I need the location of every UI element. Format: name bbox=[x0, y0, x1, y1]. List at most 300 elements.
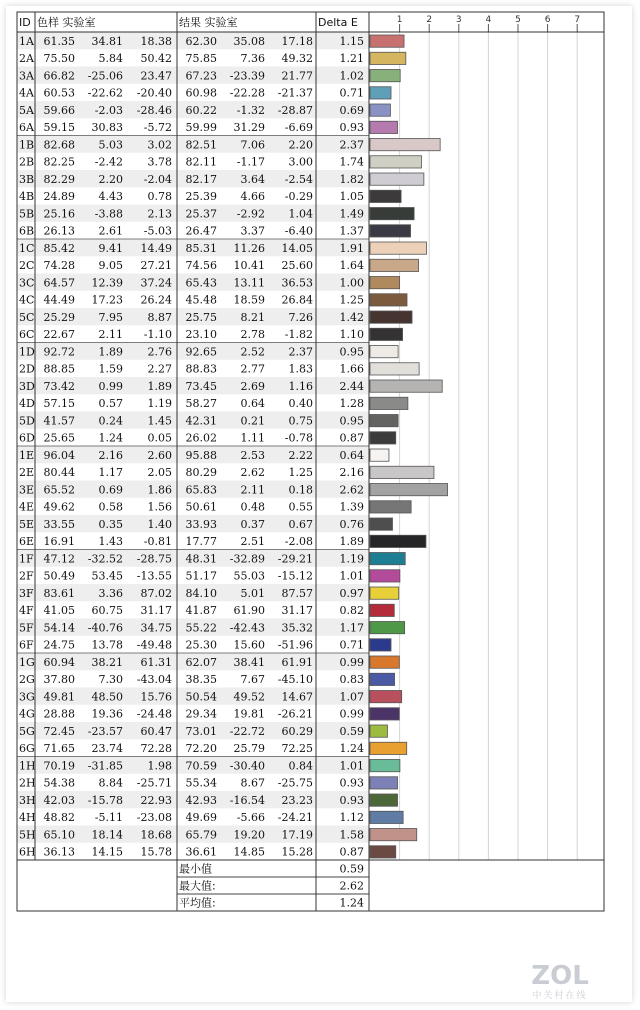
ref-b: 2.05 bbox=[147, 466, 172, 479]
delta-e-bar bbox=[370, 35, 404, 47]
delta-e-bar bbox=[370, 242, 427, 254]
ref-b: 1.56 bbox=[147, 500, 172, 514]
ref-b: 87.02 bbox=[140, 586, 172, 600]
ref-b: 1.45 bbox=[147, 414, 172, 428]
ref-a: 9.41 bbox=[98, 241, 123, 255]
delta-e-bar bbox=[370, 466, 434, 478]
ref-b: -1.10 bbox=[143, 328, 172, 341]
ref-a: 18.14 bbox=[91, 828, 123, 842]
meas-a: 2.62 bbox=[240, 466, 265, 479]
ref-b: 2.76 bbox=[147, 345, 172, 359]
ref-a: -5.11 bbox=[94, 811, 123, 824]
meas-a: 14.85 bbox=[233, 845, 265, 859]
ref-b: 15.76 bbox=[140, 690, 172, 704]
meas-L: 42.93 bbox=[185, 793, 217, 807]
meas-b: 0.75 bbox=[288, 414, 313, 428]
delta-e-value: 2.37 bbox=[339, 138, 364, 152]
ref-a: 7.30 bbox=[98, 673, 123, 686]
meas-L: 62.30 bbox=[185, 34, 217, 48]
delta-e-bar bbox=[370, 70, 400, 82]
meas-L: 41.87 bbox=[185, 604, 217, 617]
ref-L: 82.29 bbox=[43, 172, 75, 186]
ref-b: -5.72 bbox=[143, 121, 172, 134]
ref-L: 41.05 bbox=[43, 604, 75, 617]
delta-e-bar bbox=[370, 52, 406, 64]
delta-e-value: 1.19 bbox=[339, 552, 364, 566]
ref-a: 3.36 bbox=[98, 586, 123, 600]
ref-b: -49.48 bbox=[136, 638, 172, 652]
delta-e-value: 1.12 bbox=[339, 811, 364, 824]
ref-L: 83.61 bbox=[43, 586, 75, 600]
ref-L: 61.35 bbox=[43, 34, 75, 48]
ref-a: -32.52 bbox=[87, 552, 123, 566]
ref-b: -24.48 bbox=[136, 707, 172, 721]
ref-b: 72.28 bbox=[140, 742, 172, 755]
delta-e-value: 0.76 bbox=[339, 517, 364, 531]
meas-b: 2.22 bbox=[288, 448, 313, 462]
row-id: 3F bbox=[19, 586, 34, 600]
row-id: 6C bbox=[19, 328, 35, 341]
row-id: 4B bbox=[19, 190, 35, 203]
row-id: 2F bbox=[19, 569, 34, 583]
meas-a: 55.03 bbox=[233, 569, 265, 583]
meas-L: 29.34 bbox=[185, 707, 217, 721]
delta-e-bar bbox=[370, 259, 419, 271]
row-id: 4G bbox=[19, 707, 35, 721]
delta-e-bar bbox=[370, 139, 440, 151]
delta-e-value: 1.64 bbox=[339, 259, 364, 272]
meas-b: -25.75 bbox=[277, 776, 313, 790]
meas-L: 26.02 bbox=[185, 431, 217, 445]
delta-e-value: 0.93 bbox=[339, 776, 364, 790]
meas-b: 0.67 bbox=[288, 517, 313, 531]
meas-L: 60.98 bbox=[185, 86, 217, 100]
delta-e-value: 0.71 bbox=[339, 638, 364, 652]
scale-tick-label: 3 bbox=[455, 15, 462, 25]
scale-tick-label: 2 bbox=[426, 15, 433, 25]
ref-b: 37.24 bbox=[140, 276, 172, 290]
ref-b: 2.60 bbox=[147, 448, 172, 462]
ref-a: 0.35 bbox=[98, 517, 123, 531]
ref-b: 34.75 bbox=[140, 621, 172, 635]
delta-e-bar bbox=[370, 294, 407, 306]
meas-b: -28.87 bbox=[277, 103, 313, 117]
meas-L: 48.31 bbox=[185, 552, 217, 566]
meas-L: 36.61 bbox=[185, 845, 217, 859]
delta-e-bar bbox=[370, 380, 442, 392]
meas-L: 72.20 bbox=[185, 742, 217, 755]
ref-a: -15.78 bbox=[87, 793, 123, 807]
ref-a: 4.43 bbox=[98, 190, 123, 203]
delta-e-value: 1.05 bbox=[339, 190, 364, 203]
meas-L: 51.17 bbox=[185, 569, 217, 583]
meas-L: 38.35 bbox=[185, 673, 217, 686]
scale-tick-label: 5 bbox=[515, 15, 521, 25]
meas-a: 2.11 bbox=[240, 483, 265, 497]
meas-a: 2.69 bbox=[240, 379, 265, 393]
delta-e-bar bbox=[370, 673, 395, 685]
delta-e-bar bbox=[370, 725, 387, 737]
ref-a: 53.45 bbox=[91, 569, 123, 583]
meas-a: -1.17 bbox=[236, 155, 265, 169]
meas-b: -2.08 bbox=[284, 535, 313, 548]
delta-e-value: 1.24 bbox=[339, 742, 364, 755]
meas-L: 95.88 bbox=[185, 448, 217, 462]
ref-a: 23.74 bbox=[91, 742, 123, 755]
delta-e-value: 1.49 bbox=[339, 207, 364, 221]
meas-b: 21.77 bbox=[281, 69, 313, 83]
ref-b: 1.86 bbox=[147, 483, 172, 497]
row-id: 1D bbox=[19, 345, 35, 359]
meas-b: 61.91 bbox=[281, 655, 313, 669]
delta-e-value: 1.01 bbox=[339, 759, 364, 773]
ref-L: 70.19 bbox=[43, 759, 75, 773]
meas-a: 61.90 bbox=[233, 604, 265, 617]
meas-b: -1.82 bbox=[284, 328, 313, 341]
meas-b: 36.53 bbox=[281, 276, 313, 290]
delta-e-bar bbox=[370, 742, 407, 754]
ref-L: 73.42 bbox=[43, 379, 75, 393]
delta-e-value: 0.87 bbox=[339, 431, 364, 445]
delta-e-value: 2.16 bbox=[339, 466, 364, 479]
meas-a: -42.43 bbox=[229, 621, 265, 635]
row-id: 5D bbox=[19, 414, 35, 428]
delta-e-value: 0.93 bbox=[339, 121, 364, 134]
ref-L: 92.72 bbox=[43, 345, 75, 359]
meas-b: -26.21 bbox=[277, 707, 313, 721]
meas-a: -5.66 bbox=[236, 811, 265, 824]
meas-b: 17.18 bbox=[281, 34, 313, 48]
delta-e-bar bbox=[370, 811, 403, 823]
ref-b: 14.49 bbox=[140, 241, 172, 255]
ref-L: 22.67 bbox=[43, 328, 75, 341]
delta-e-bar bbox=[370, 449, 389, 461]
ref-L: 82.68 bbox=[43, 138, 75, 152]
meas-L: 25.37 bbox=[185, 207, 217, 221]
ref-b: -0.81 bbox=[143, 535, 172, 548]
ref-a: 2.11 bbox=[98, 328, 123, 341]
meas-b: -0.29 bbox=[284, 190, 313, 203]
meas-b: 2.20 bbox=[288, 138, 313, 152]
meas-a: -32.89 bbox=[229, 552, 265, 566]
meas-a: 7.06 bbox=[240, 138, 265, 152]
zol-watermark-subtitle: 中关村在线 bbox=[532, 991, 588, 1001]
delta-e-value: 0.69 bbox=[339, 103, 364, 117]
meas-a: 2.51 bbox=[240, 535, 265, 548]
row-id: 1G bbox=[19, 655, 35, 669]
row-id: 3B bbox=[19, 172, 35, 186]
meas-a: 2.52 bbox=[240, 345, 265, 359]
ref-b: 23.47 bbox=[140, 69, 172, 83]
ref-a: 0.24 bbox=[98, 414, 123, 428]
ref-b: 26.24 bbox=[140, 293, 172, 307]
ref-a: -3.88 bbox=[94, 207, 123, 221]
delta-e-bar bbox=[370, 656, 399, 668]
ref-b: 2.13 bbox=[147, 207, 172, 221]
meas-L: 17.77 bbox=[185, 535, 217, 548]
ref-a: 1.43 bbox=[98, 535, 123, 548]
ref-L: 54.14 bbox=[43, 621, 75, 635]
ref-L: 44.49 bbox=[43, 293, 75, 307]
meas-L: 74.56 bbox=[185, 259, 217, 272]
delta-e-value: 1.39 bbox=[339, 500, 364, 514]
meas-L: 65.83 bbox=[185, 483, 217, 497]
meas-L: 26.47 bbox=[185, 224, 217, 238]
ref-b: 3.02 bbox=[147, 138, 172, 152]
row-id: 5H bbox=[19, 828, 36, 842]
meas-L: 92.65 bbox=[185, 345, 217, 359]
meas-b: -0.78 bbox=[284, 431, 313, 445]
ref-b: -13.55 bbox=[136, 569, 172, 583]
ref-b: 60.47 bbox=[140, 724, 172, 738]
ref-L: 47.12 bbox=[43, 552, 75, 566]
meas-L: 67.23 bbox=[185, 69, 217, 83]
row-id: 6A bbox=[19, 121, 34, 134]
meas-b: 0.55 bbox=[288, 500, 313, 514]
row-id: 4C bbox=[19, 293, 35, 307]
delta-e-value: 1.01 bbox=[339, 569, 364, 583]
meas-L: 85.31 bbox=[185, 241, 217, 255]
row-id: 4F bbox=[19, 604, 34, 617]
row-id: 3D bbox=[19, 379, 35, 393]
ref-b: 61.31 bbox=[140, 655, 172, 669]
ref-b: 3.78 bbox=[147, 155, 172, 169]
ref-L: 80.44 bbox=[43, 466, 75, 479]
ref-L: 59.66 bbox=[43, 103, 75, 117]
meas-b: -45.10 bbox=[277, 673, 313, 686]
row-id: 3A bbox=[19, 69, 34, 83]
ref-L: 33.55 bbox=[43, 517, 75, 531]
row-id: 5E bbox=[19, 517, 35, 531]
delta-e-value: 1.28 bbox=[339, 397, 364, 410]
meas-b: 0.40 bbox=[288, 397, 313, 410]
delta-e-bar bbox=[370, 794, 398, 806]
meas-b: 1.16 bbox=[288, 379, 313, 393]
meas-b: 1.25 bbox=[288, 466, 313, 479]
ref-b: -28.46 bbox=[136, 103, 172, 117]
delta-e-value: 0.59 bbox=[339, 724, 364, 738]
row-id: 3H bbox=[19, 793, 36, 807]
row-id: 4H bbox=[19, 811, 36, 824]
row-id: 1H bbox=[19, 759, 36, 773]
ref-b: -5.03 bbox=[143, 224, 172, 238]
meas-L: 45.48 bbox=[185, 293, 217, 307]
meas-a: -23.39 bbox=[229, 69, 265, 83]
meas-a: -30.40 bbox=[229, 759, 265, 773]
delta-e-value: 1.17 bbox=[339, 621, 364, 635]
delta-e-value: 1.02 bbox=[339, 69, 364, 83]
ref-L: 54.38 bbox=[43, 776, 75, 790]
ref-L: 71.65 bbox=[43, 742, 75, 755]
ref-L: 57.15 bbox=[43, 397, 75, 410]
meas-a: 0.64 bbox=[240, 397, 265, 410]
row-id: 4D bbox=[19, 397, 35, 410]
row-id: 3C bbox=[19, 276, 35, 290]
delta-e-bar bbox=[370, 328, 403, 340]
meas-b: 60.29 bbox=[281, 724, 313, 738]
delta-e-bar bbox=[370, 639, 391, 651]
ref-a: 2.61 bbox=[98, 224, 123, 238]
delta-e-value: 1.74 bbox=[339, 155, 364, 169]
ref-b: -43.04 bbox=[136, 673, 172, 686]
row-id: 6F bbox=[19, 638, 34, 652]
meas-b: -51.96 bbox=[277, 638, 313, 652]
ref-L: 64.57 bbox=[43, 276, 75, 290]
meas-L: 70.59 bbox=[185, 759, 217, 773]
meas-b: 23.23 bbox=[281, 793, 313, 807]
delta-e-bar bbox=[370, 484, 448, 496]
ref-L: 41.57 bbox=[43, 414, 75, 428]
ref-a: 19.36 bbox=[91, 707, 123, 721]
row-id: 1A bbox=[19, 34, 34, 48]
meas-L: 49.69 bbox=[185, 811, 217, 824]
ref-L: 42.03 bbox=[43, 793, 75, 807]
meas-b: 35.32 bbox=[281, 621, 313, 635]
meas-b: 0.84 bbox=[288, 759, 313, 773]
meas-L: 55.22 bbox=[185, 621, 217, 635]
meas-a: 35.08 bbox=[233, 34, 265, 48]
meas-a: -22.72 bbox=[229, 724, 265, 738]
meas-L: 50.54 bbox=[185, 690, 217, 704]
delta-e-bar bbox=[370, 535, 426, 547]
ref-a: 0.99 bbox=[98, 379, 123, 393]
ref-a: 0.69 bbox=[98, 483, 123, 497]
ref-a: 14.15 bbox=[91, 845, 123, 859]
ref-a: 1.59 bbox=[98, 362, 123, 376]
ref-L: 65.10 bbox=[43, 828, 75, 842]
ref-L: 85.42 bbox=[43, 241, 75, 255]
meas-L: 58.27 bbox=[185, 397, 217, 410]
zol-watermark-logo: ZOL bbox=[531, 961, 589, 991]
delta-e-value: 1.89 bbox=[339, 535, 364, 548]
row-id: 1B bbox=[19, 138, 35, 152]
delta-e-value: 2.44 bbox=[339, 379, 364, 393]
row-id: 2B bbox=[19, 155, 35, 169]
ref-b: -28.75 bbox=[136, 552, 172, 566]
summary-label: 平均值: bbox=[179, 896, 216, 910]
delta-e-bar bbox=[370, 190, 401, 202]
meas-L: 25.75 bbox=[185, 310, 217, 324]
ref-L: 49.81 bbox=[43, 690, 75, 704]
ref-b: 1.19 bbox=[147, 397, 172, 410]
meas-b: -29.21 bbox=[277, 552, 313, 566]
ref-a: 38.21 bbox=[91, 655, 123, 669]
ref-b: 31.17 bbox=[140, 604, 172, 617]
meas-L: 60.22 bbox=[185, 103, 217, 117]
delta-e-value: 1.91 bbox=[339, 241, 364, 255]
delta-e-bar bbox=[370, 277, 400, 289]
ref-L: 88.85 bbox=[43, 362, 75, 376]
meas-b: 25.60 bbox=[281, 259, 313, 272]
meas-L: 75.85 bbox=[185, 52, 217, 65]
delta-e-value: 1.07 bbox=[339, 690, 364, 704]
meas-b: 14.05 bbox=[281, 241, 313, 255]
ref-a: 34.81 bbox=[91, 34, 123, 48]
ref-L: 60.94 bbox=[43, 655, 75, 669]
meas-a: 8.67 bbox=[240, 776, 265, 790]
meas-a: 11.26 bbox=[233, 241, 265, 255]
delta-e-value: 0.97 bbox=[339, 586, 364, 600]
meas-a: 0.48 bbox=[240, 500, 265, 514]
meas-L: 55.34 bbox=[185, 776, 217, 790]
delta-e-bar bbox=[370, 518, 392, 530]
meas-a: 15.60 bbox=[233, 638, 265, 652]
summary-label: 最小值 bbox=[179, 862, 212, 876]
delta-e-bar bbox=[370, 553, 405, 565]
ref-L: 48.82 bbox=[43, 811, 75, 824]
ref-a: 1.89 bbox=[98, 345, 123, 359]
row-id: 5G bbox=[19, 724, 35, 738]
meas-a: 2.53 bbox=[240, 448, 265, 462]
delta-e-bar bbox=[370, 363, 419, 375]
meas-L: 65.79 bbox=[185, 828, 217, 842]
ref-b: -20.40 bbox=[136, 86, 172, 100]
delta-e-value: 0.83 bbox=[339, 673, 364, 686]
ref-a: -2.42 bbox=[94, 155, 123, 169]
ref-a: 30.83 bbox=[91, 121, 123, 134]
row-id: 5F bbox=[19, 621, 34, 635]
ref-a: -25.06 bbox=[87, 69, 123, 83]
row-id: 3G bbox=[19, 690, 35, 704]
meas-b: 14.67 bbox=[281, 690, 313, 704]
ref-L: 25.16 bbox=[43, 207, 75, 221]
meas-a: 18.59 bbox=[233, 293, 265, 307]
row-id: 4A bbox=[19, 86, 34, 100]
ref-a: -23.57 bbox=[87, 724, 123, 738]
row-id: 5B bbox=[19, 207, 35, 221]
ref-a: 0.57 bbox=[98, 397, 123, 410]
ref-b: 1.89 bbox=[147, 379, 172, 393]
meas-b: 3.00 bbox=[288, 155, 313, 169]
meas-b: -21.37 bbox=[277, 86, 313, 100]
meas-b: -15.12 bbox=[277, 569, 313, 583]
scale-tick-label: 6 bbox=[544, 15, 551, 25]
scale-tick-label: 1 bbox=[396, 15, 403, 25]
meas-b: 26.84 bbox=[281, 293, 313, 307]
ref-a: -2.03 bbox=[94, 103, 123, 117]
delta-e-value: 2.62 bbox=[339, 483, 364, 497]
summary-value: 1.24 bbox=[339, 896, 364, 910]
ref-b: 1.98 bbox=[147, 759, 172, 773]
delta-e-value: 1.00 bbox=[339, 276, 364, 290]
ref-L: 50.49 bbox=[43, 569, 75, 583]
meas-b: 1.83 bbox=[288, 362, 313, 376]
delta-e-value: 0.87 bbox=[339, 845, 364, 859]
ref-b: 1.40 bbox=[147, 517, 172, 531]
ref-a: 9.05 bbox=[98, 259, 123, 272]
ref-b: 27.21 bbox=[140, 259, 172, 272]
delta-e-bar bbox=[370, 691, 402, 703]
ref-L: 65.52 bbox=[43, 483, 75, 497]
meas-a: 3.37 bbox=[240, 224, 265, 238]
meas-L: 73.45 bbox=[185, 379, 217, 393]
row-id: 1C bbox=[19, 241, 35, 255]
meas-b: -24.21 bbox=[277, 811, 313, 824]
meas-a: 13.11 bbox=[233, 276, 265, 290]
scale-tick-label: 4 bbox=[485, 15, 492, 25]
delta-e-bar bbox=[370, 415, 398, 427]
delta-e-bar bbox=[370, 104, 390, 116]
ref-a: 8.84 bbox=[98, 776, 123, 790]
ref-a: -22.62 bbox=[87, 86, 123, 100]
ref-a: 48.50 bbox=[91, 690, 123, 704]
delta-e-bar bbox=[370, 587, 399, 599]
meas-L: 42.31 bbox=[185, 414, 217, 428]
meas-b: -6.69 bbox=[284, 121, 313, 134]
ref-b: 22.93 bbox=[140, 793, 172, 807]
ref-b: 0.05 bbox=[147, 431, 172, 445]
meas-a: -16.54 bbox=[229, 793, 265, 807]
